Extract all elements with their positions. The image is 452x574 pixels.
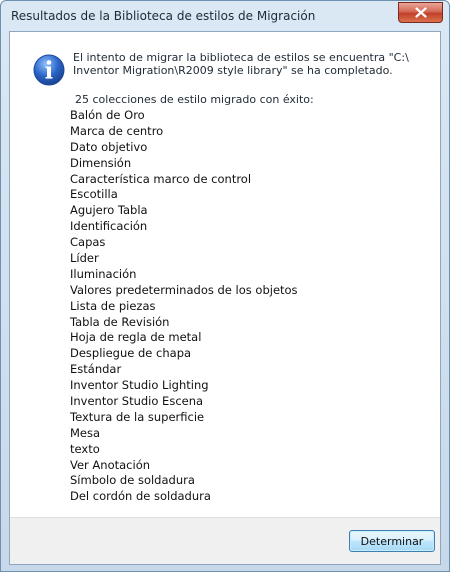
list-item: Capas (70, 235, 106, 250)
list-item: Mesa (70, 425, 101, 440)
list-item: Identificación (70, 219, 148, 234)
list-item: Símbolo de soldadura (70, 473, 195, 488)
list-item: Marca de centro (70, 123, 164, 138)
message-line-2: Inventor Migration\R2009 style library" se ha completado. (73, 64, 393, 77)
list-item: Característica marco de control (70, 171, 252, 186)
message-line-1: El intento de migrar la biblioteca de estilos se encuentra "C:\ (73, 51, 409, 64)
list-item: texto (70, 441, 100, 456)
list-item: Ver Anotación (70, 457, 151, 472)
list-item: Balón de Oro (70, 108, 145, 122)
list-item: Inventor Studio Lighting (70, 378, 209, 393)
close-icon (415, 7, 427, 18)
list-item: Escotilla (70, 187, 118, 202)
list-item: Del cordón de soldadura (70, 489, 211, 504)
ok-button[interactable]: Determinar (349, 530, 435, 552)
list-item: Líder (70, 251, 99, 266)
collection-list (70, 108, 298, 505)
list-item: Tabla de Revisión (70, 314, 170, 329)
close-button[interactable] (398, 2, 443, 23)
list-item: Textura de la superficie (70, 409, 205, 424)
summary-text: 25 colecciones de estilo migrado con éxito: (75, 93, 314, 106)
dialog-content (9, 31, 441, 565)
list-item: Hoja de regla de metal (70, 330, 202, 345)
list-item: Dato objetivo (70, 139, 148, 154)
list-item: Dimensión (70, 155, 132, 170)
window-title: Resultados de la Biblioteca de estilos de Migración (11, 9, 316, 23)
list-item: Despliegue de chapa (70, 346, 192, 361)
button-bar (10, 517, 440, 564)
list-item: Lista de piezas (70, 298, 156, 313)
list-item: Estándar (70, 362, 122, 377)
list-item: Valores predeterminados de los objetos (70, 282, 298, 297)
list-item: Iluminación (70, 266, 137, 281)
title-bar[interactable] (1, 1, 449, 31)
list-item: Inventor Studio Escena (70, 394, 204, 409)
list-item: Agujero Tabla (70, 203, 148, 218)
information-icon (33, 54, 65, 86)
message-text (73, 51, 433, 77)
